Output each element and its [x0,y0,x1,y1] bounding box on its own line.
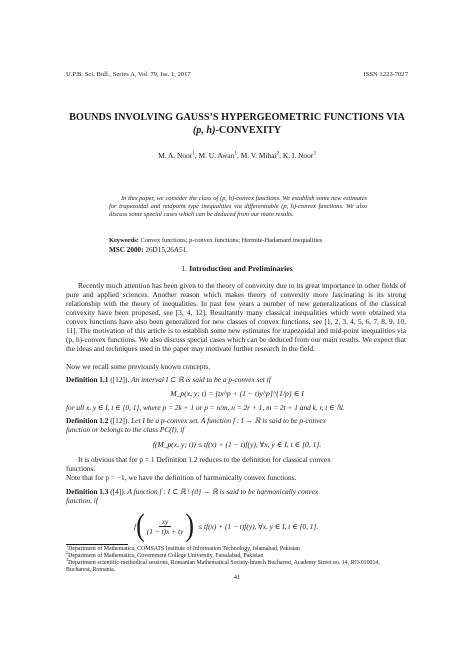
definition-text: An interval I ⊂ ℝ is said to be a p-convex set if [131,375,271,384]
msc-text: 26D15,26A51. [145,246,189,254]
author: M. A. Noor$^1$ [158,150,195,160]
definition-1-3-cont: function, if [66,496,98,505]
keywords-text: Convex functions; p-convex functions; Hermite-Hadamard inequalities [140,237,323,244]
section-number: 1. [181,264,188,273]
equation-mp: M_p(x, y; t) = [tx^p + (1 − t)y^p]^{1/p} ∈ I [170,389,304,398]
recall-line: Now we recall some previously known concepts. [66,362,211,371]
paper-title [40,111,434,137]
fraction [147,517,184,536]
section-heading [0,264,474,273]
remark-line-3: Note that for p = −1, we have the definition of harmonically convex functions. [66,473,297,482]
remark-line-2: functions. [66,464,96,473]
equation-p-convex: f(M_p(x, y; t)) ≤ tf(x) + (1 − t)f(y), ∀x, y ∈ I, t ∈ [0, 1]. [152,440,322,449]
definition-1-3 [66,487,406,496]
title-line-1: BOUNDS INVOLVING GAUSS’S HYPERGEOMETRIC FUNCTIONS VIA [69,112,405,123]
title-rest: -CONVEXITY [215,125,282,136]
equation-rest: ≤ tf(x) + (1 − t)f(y), ∀x, y ∈ I, t ∈ [0, 1]. [198,521,319,531]
remark-line-1: It is obvious that for p = 1 Definition 1.2 reduces to the definition for classical convex [78,455,331,464]
issn: ISSN 1223-7027 [363,71,408,78]
abstract: In this paper, we consider the class of (p, h)-convex functions. We establish some new estimates for trapezoidal and midpoint type inequalities via differentiable (p, h)-convex functions. We also discuss some special cases which can be deduced from our main results. [109,195,367,219]
msc-codes [109,246,188,254]
journal-citation: U.P.B. Sci. Bull., Series A, Vol. 79, Iss. 1, 2017 [66,71,191,78]
author: M. U. Awan$^1$ [198,150,237,160]
definition-ref: ([4]). [110,487,126,496]
page-number: 41 [233,574,241,581]
definition-ref: ([12]). [110,375,130,384]
intro-paragraph: Recently much attention has been given to the theory of convexity due to its great importance in other fields of pure and applied sciences. Another reason which makes theory of convexity more fascinating is its strong relationship with the theory of inequalities. In past few years a number of new generalizations of the classical convexity have been proposed, see [3, 4, 12]. Resultantly many classical inequalities which were obtained via convex functions have also been generalized for new classes of convex functions, see [1, 2, 3, 4, 5, 6, 7, 8, 9, 10, 11]. The motivation of this article is to establish some new estimates for trapezoidal and mid-point inequalities via (p, h)-convex functions. We also discuss special cases which can be deduced from our main results. We expect that the ideas and techniques used in the paper may motivate further research in the field. [66,281,406,354]
footnote-rule [66,544,128,545]
definition-label: Definition 1.3 [66,487,109,496]
definition-label: Definition 1.1 [66,375,109,384]
equation-harmonic [134,508,319,543]
denominator: (1 − t)x + ty [146,526,184,536]
title-line-2 [40,124,434,137]
definition-ref: ([12]). [110,416,130,425]
keywords [109,237,371,245]
definition-text: A function f : I ⊂ ℝ \ {0} → ℝ is said to be harmonically convex [127,487,319,496]
footnote: $^3$Department scientific-methodical sessions, Romanian Mathematical Society-branch Bucharest, Academy Street no. 14, RO-010014, Bucharest, Romania. [66,557,380,574]
definition-1-1 [66,375,406,384]
definition-1-2-cont: function or belongs to the class PC(I), if [66,425,185,434]
footnote: $^2$Department of Mathematics, Government College University, Faisalabad, Pakistan [66,550,264,559]
definition-label: Definition 1.2 [66,416,109,425]
title-math: (p, h) [192,125,216,136]
keywords-label: Keywords: [109,237,139,244]
right-paren: ) [185,508,195,543]
author-list: M. A. Noor$^1$, M. U. Awan$^1$, M. V. Mihai$^2$, K. I. Noor$^3$ [158,150,316,160]
running-header [66,71,408,78]
msc-label: MSC 2000: [109,246,144,254]
footnote: $^1$Department of Mathematics, COMSATS Institute of Information Technology, Islamabad, Pakistan [66,543,300,552]
left-paren: ( [136,508,145,543]
numerator: xy [159,517,172,527]
section-title: Introduction and Preliminaries [189,264,293,273]
definition-1-2 [66,416,406,425]
function-symbol: f [134,521,137,531]
author: M. V. Mihai$^2$ [240,150,280,160]
definition-1-1-condition: for all x, y ∈ I, t ∈ [0, 1], where p = 2k + 1 or p = n/m, n = 2r + 1, m = 2t + 1 and k, r, t ∈ ℕ. [66,403,345,412]
definition-text: Let I be a p-convex set. A function f : I → ℝ is said to be p-convex [131,416,326,425]
author: K. I. Noor$^3$ [282,150,316,160]
